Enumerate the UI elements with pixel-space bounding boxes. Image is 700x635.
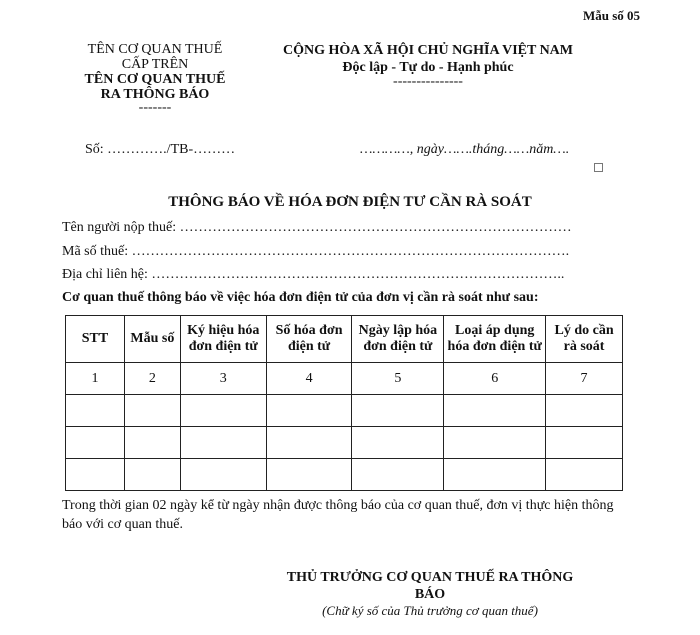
table-cell: [66, 395, 125, 427]
table-cell: [266, 395, 352, 427]
column-number: 6: [444, 363, 546, 395]
signatory-title: THỦ TRƯỞNG CƠ QUAN THUẾ RA THÔNG BÁO: [286, 570, 574, 602]
tax-code-field: Mã số thuế: ………………………………………………………………………………….: [62, 244, 570, 259]
contact-address-field: Địa chỉ liên hệ: ……………………………………………………………………………..: [62, 267, 565, 282]
response-deadline-note: Trong thời gian 02 ngày kể từ ngày nhận được thông báo của cơ quan thuế, đơn vị thực hiện thông báo với cơ quan thuế.: [62, 498, 614, 532]
table-cell: [180, 427, 266, 459]
table-cell: [180, 395, 266, 427]
date-field: …………, ngày…….tháng……năm….: [360, 142, 570, 157]
table-cell: [444, 459, 546, 491]
col-header-invoice-symbol: Ký hiệu hóa đơn điện tử: [180, 316, 266, 363]
table-cell: [444, 427, 546, 459]
column-number: 4: [266, 363, 352, 395]
table-row: [66, 427, 623, 459]
table-cell: [352, 395, 444, 427]
col-header-issue-date: Ngày lập hóa đơn điện tử: [352, 316, 444, 363]
checkbox-icon[interactable]: [594, 163, 603, 172]
table-cell: [546, 427, 623, 459]
table-cell: [266, 459, 352, 491]
left-header-separator: -------: [138, 100, 172, 115]
country-name: CỘNG HÒA XÃ HỘI CHỦ NGHĨA VIỆT NAM: [282, 43, 573, 58]
col-header-review-reason: Lý do cần rà soát: [546, 316, 623, 363]
table-cell: [352, 459, 444, 491]
col-header-invoice-number: Số hóa đơn điện tử: [266, 316, 352, 363]
form-number: Mẫu số 05: [582, 8, 640, 23]
document-number-field: Số: …………./TB-………: [85, 142, 236, 157]
table-cell: [546, 459, 623, 491]
col-header-stt: STT: [66, 316, 125, 363]
table-header-row: [66, 316, 623, 363]
agency-name-line2: RA THÔNG BÁO: [100, 87, 210, 102]
table-cell: [66, 459, 125, 491]
table-cell: [266, 427, 352, 459]
column-number-row: [66, 363, 623, 395]
col-header-invoice-type: Loại áp dụng hóa đơn điện tử: [444, 316, 546, 363]
table-cell: [546, 395, 623, 427]
signature-note: (Chữ ký số của Thủ trưởng cơ quan thuế): [322, 603, 538, 618]
national-motto: Độc lập - Tự do - Hạnh phúc: [342, 60, 514, 75]
column-number: 3: [180, 363, 266, 395]
table-cell: [352, 427, 444, 459]
agency-name-line1: TÊN CƠ QUAN THUẾ: [84, 72, 226, 87]
issuing-agency-header: [60, 42, 250, 114]
column-number: 5: [352, 363, 444, 395]
table-row: [66, 459, 623, 491]
national-header: [268, 42, 588, 88]
table-cell: [124, 427, 180, 459]
table-cell: [124, 459, 180, 491]
intro-statement: Cơ quan thuế thông báo về việc hóa đơn điện tử của đơn vị cần rà soát như sau:: [62, 290, 539, 305]
table-cell: [180, 459, 266, 491]
table-row: [66, 395, 623, 427]
superior-agency-name: TÊN CƠ QUAN THUẾ CẤP TRÊN: [87, 42, 223, 72]
col-header-form-number: Mẫu số: [124, 316, 180, 363]
table-cell: [444, 395, 546, 427]
column-number: 1: [66, 363, 125, 395]
table-cell: [124, 395, 180, 427]
taxpayer-name-field: Tên người nộp thuế: …………………………………………………………………………: [62, 220, 572, 235]
table-cell: [66, 427, 125, 459]
invoice-review-table: [65, 315, 623, 491]
column-number: 7: [546, 363, 623, 395]
right-header-separator: ---------------: [393, 74, 463, 89]
document-title: THÔNG BÁO VỀ HÓA ĐƠN ĐIỆN TƯ CẦN RÀ SOÁT: [168, 194, 532, 210]
column-number: 2: [124, 363, 180, 395]
